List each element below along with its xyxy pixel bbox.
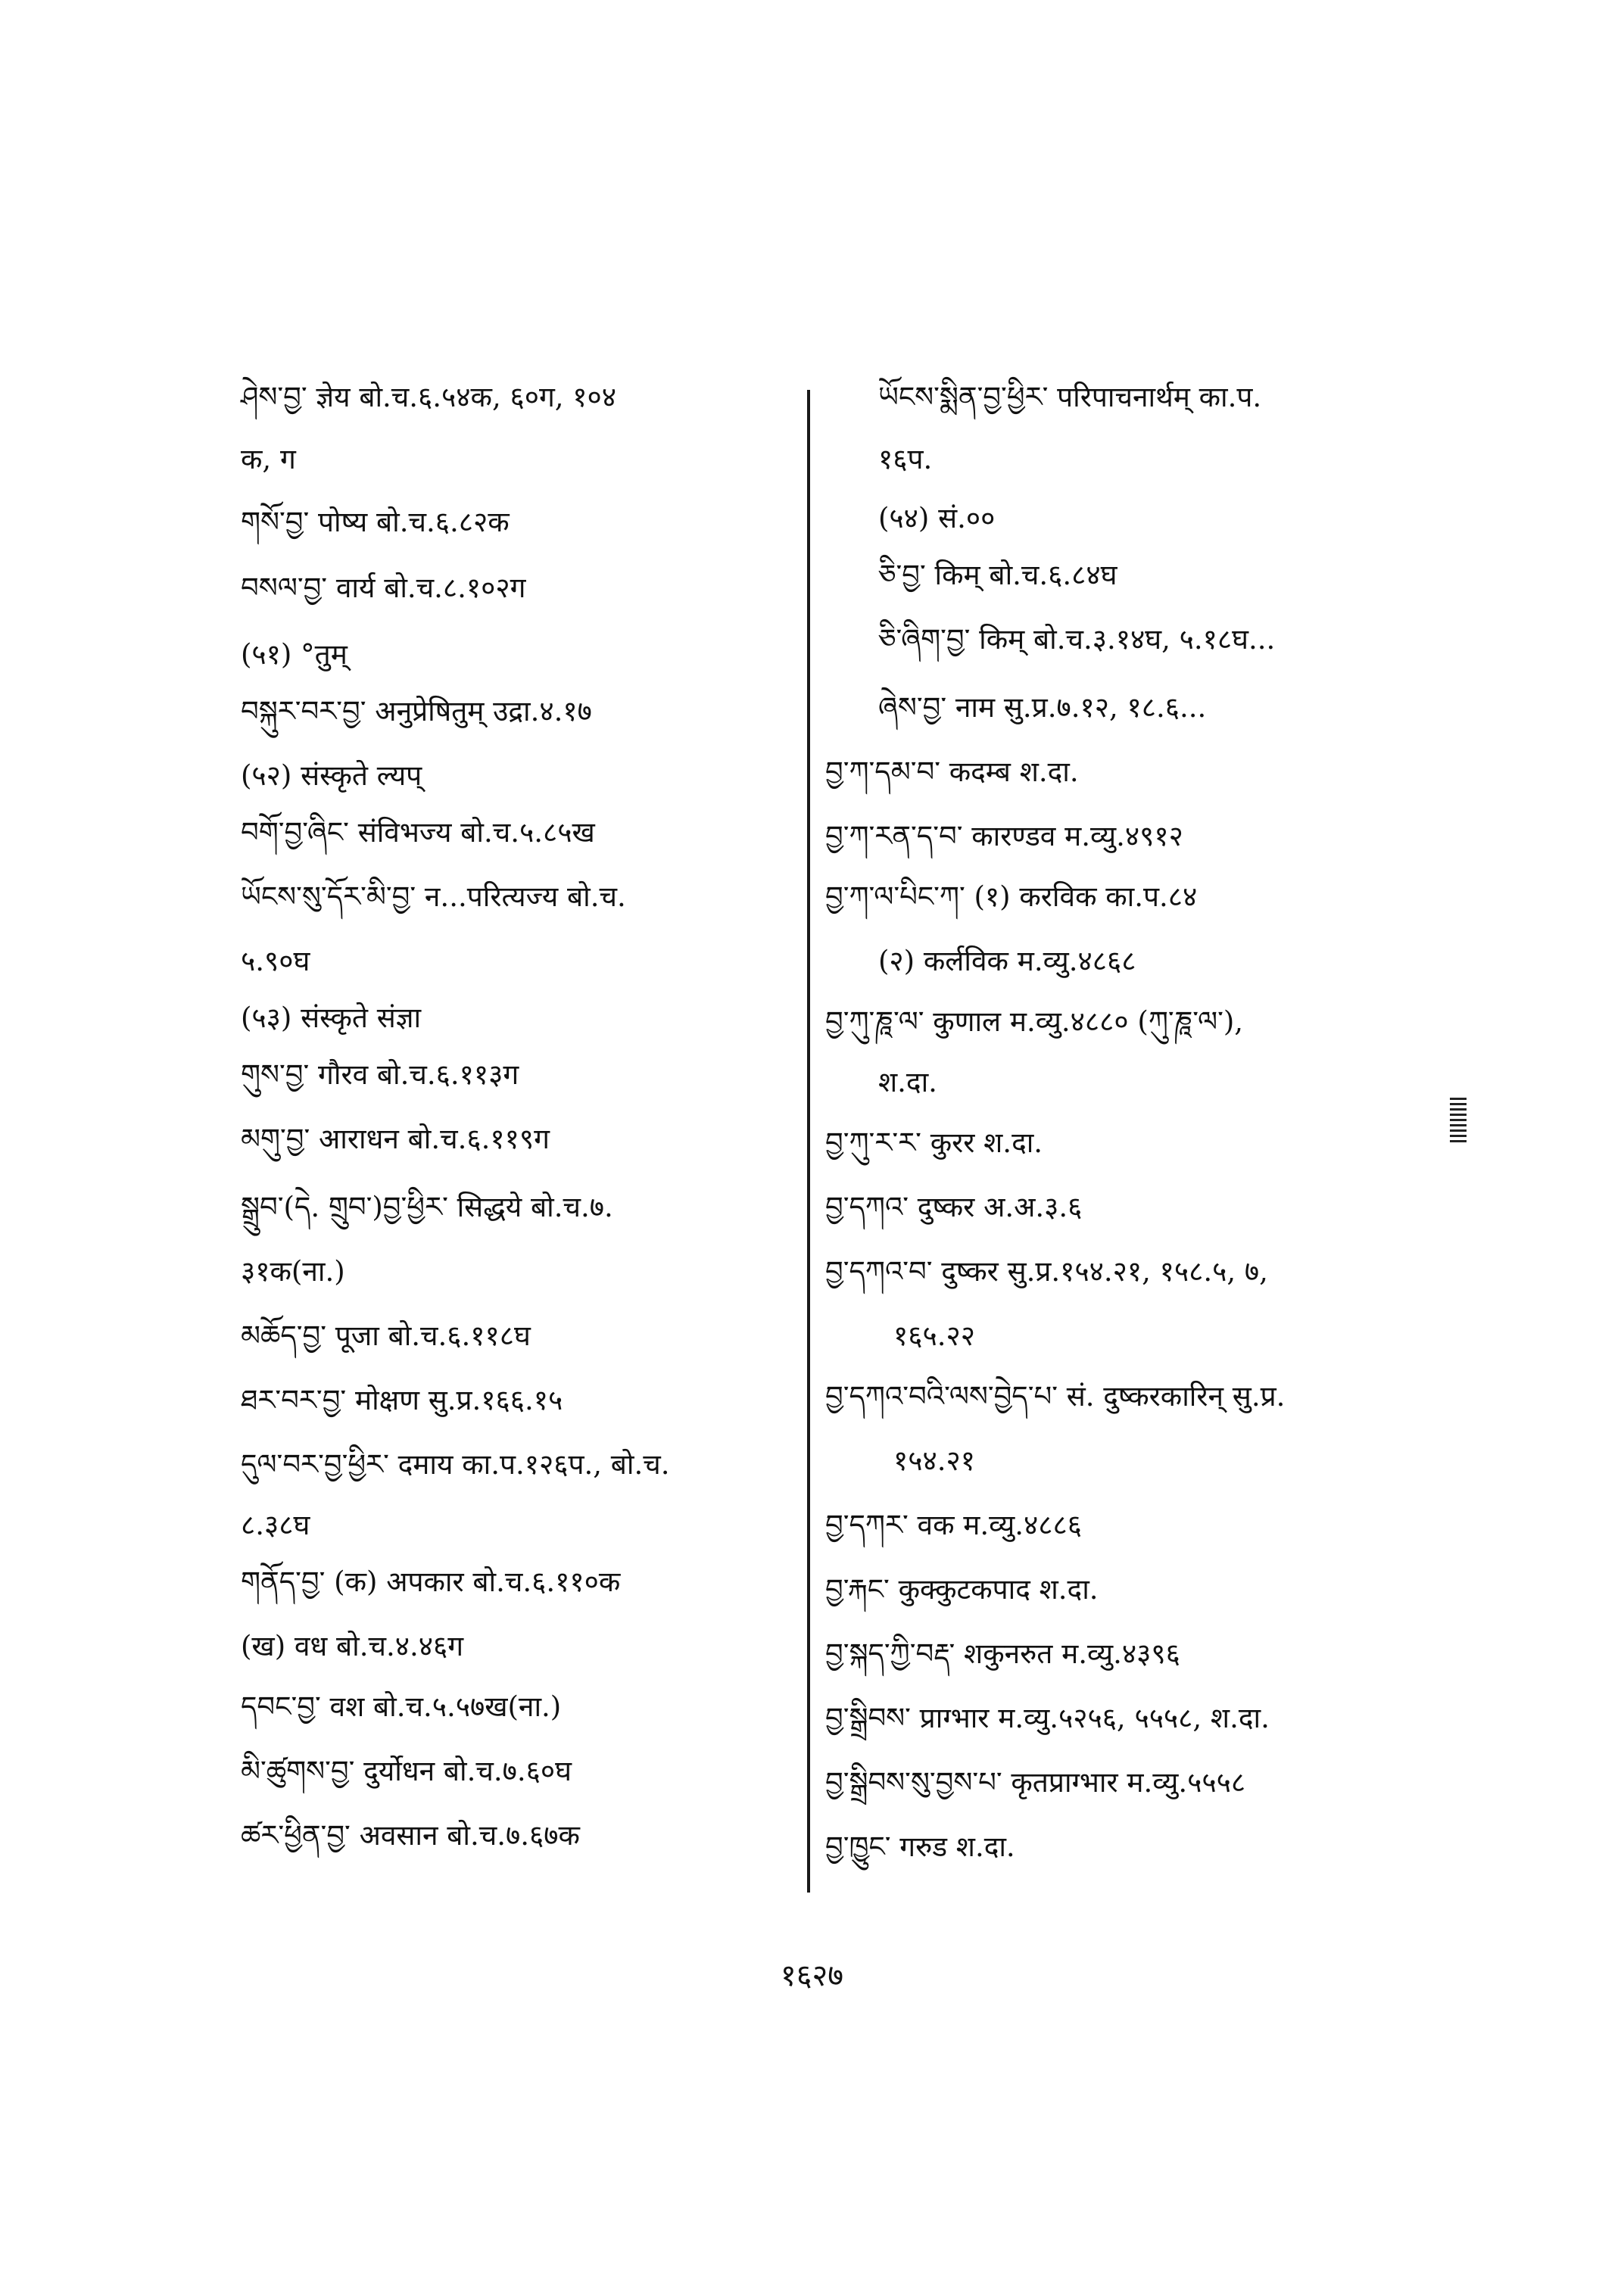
entry-line: བྱ་སྒྲིབས་ प्राग्भार म.व्यु.५२५६, ५५५८, श.दा. (825, 1702, 1270, 1734)
entry-line: ८.३८घ (241, 1509, 310, 1541)
entry-line: १६प. (878, 443, 933, 475)
entry-line: ཡོངས་སུ་དོར་མི་བྱ་ न...परित्यज्य बो.च. (241, 880, 626, 913)
entry-line: श.दा. (878, 1066, 937, 1098)
entry-line: བྱ་རྐང་ कुक्कुटकपाद श.दा. (825, 1573, 1099, 1606)
entry-line: དུལ་བར་བྱ་ཕྱིར་ दमाय का.प.१२६प., बो.च. (241, 1448, 670, 1481)
section-heading: (५४) सं.०० (878, 502, 996, 534)
entry-line: ཚར་ཕྱིན་བྱ་ अवसान बो.च.७.६७क (241, 1819, 580, 1852)
entry-line: དབང་བྱ་ वश बो.च.५.५७ख(ना.) (241, 1690, 562, 1723)
entry-line: བྱ་སྐད་ཀྱི་བརྡ་ शकुनरुत म.व्यु.४३९६ (825, 1637, 1180, 1670)
entry-line: བྱ་དཀའ་བའི་ལས་བྱེད་པ་ सं. दुष्करकारिन् सु.प्र. (825, 1380, 1286, 1413)
entry-line: སྒྲུབ་(དེ. གྲུབ་)བྱ་ཕྱིར་ सिद्धये बो.च.७. (241, 1191, 613, 1223)
page-number: १६२७ (780, 1958, 844, 1993)
entry-line: མཆོད་བྱ་ पूजा बो.च.६.११८घ (241, 1319, 531, 1352)
entry-line: བྱ་ཀ་རན་ད་བ་ कारण्डव म.व्यु.४९१२ (825, 820, 1183, 852)
entry-line: ५.९०घ (241, 945, 310, 977)
entry-line: བགོ་བྱ་ཞིང་ संविभज्य बो.च.५.८५ख (241, 816, 595, 849)
entry-line: བྱ་དཀར་ वक म.व्यु.४८८६ (825, 1509, 1083, 1541)
entry-line: ཅི་བྱ་ किम् बो.च.६.८४घ (878, 559, 1117, 591)
margin-mark (1450, 1098, 1467, 1145)
entry-line: १६५.२२ (893, 1319, 975, 1352)
entry-line: བྱ་ཀ་ལ་པིང་ཀ་ (१) करविक का.प.८४ (825, 880, 1198, 913)
entry-line: བསྐུར་བར་བྱ་ अनुप्रेषितुम् उद्रा.४.१७ (241, 695, 592, 727)
entry-line: མི་ཚུགས་བྱ་ दुर्योधन बो.च.७.६०घ (241, 1755, 572, 1787)
section-heading: (५३) संस्कृते संज्ञा (241, 1002, 422, 1034)
entry-line: གསོ་བྱ་ पोष्य बो.च.६.८२क (241, 506, 510, 538)
entry-line: བྱ་དཀའ་ दुष्कर अ.अ.३.६ (825, 1191, 1083, 1223)
entry-line: १५४.२१ (893, 1444, 975, 1477)
entry-line: གུས་བྱ་ गौरव बो.च.६.११३ग (241, 1058, 519, 1091)
entry-line: (२) कर्लविक म.व्यु.४८६८ (878, 945, 1136, 977)
entry-line: ३१क(ना.) (241, 1255, 345, 1288)
section-heading: (५१) °तुम् (241, 638, 348, 671)
entry-line: བྱ་ཀུ་ར་ར་ कुरर श.दा. (825, 1126, 1043, 1159)
entry-line: ཅི་ཞིག་བྱ་ किम् बो.च.३.१४घ, ५.१८घ... (878, 623, 1276, 656)
entry-line: ཤེས་བྱ་ ज्ञेय बो.च.६.५४क, ६०ग, १०४ (241, 381, 617, 413)
entry-line: མགུ་བྱ་ आराधन बो.च.६.११९ग (241, 1123, 550, 1155)
entry-line: ཞེས་བྱ་ नाम सु.प्र.७.१२, १८.६... (878, 691, 1207, 724)
column-divider (807, 390, 810, 1893)
entry-line: བྱ་ཀ་དམ་བ་ कदम्ब श.दा. (825, 756, 1079, 788)
entry-line: བྱ་དཀའ་བ་ दुष्कर सु.प्र.१५४.२१, १५८.५, ७, (825, 1255, 1268, 1288)
entry-line: (ख) वध बो.च.४.४६ग (241, 1630, 464, 1662)
entry-line: ཐར་བར་བྱ་ मोक्षण सु.प्र.१६६.१५ (241, 1384, 563, 1416)
entry-line: བྱ་ཁྱུང་ गरुड श.दा. (825, 1830, 1015, 1863)
entry-line: བྱ་ཀུ་ཎཱ་ལ་ कुणाल म.व्यु.४८८० (ཀུ་ཎཱ་ལ་), (825, 1005, 1244, 1038)
entry-line: ཡོངས་སྨིན་བྱ་ཕྱིར་ परिपाचनार्थम् का.प. (878, 381, 1262, 413)
section-heading: (५२) संस्कृते ल्यप् (241, 759, 422, 792)
entry-line: གནོད་བྱ་ (क) अपकार बो.च.६.११०क (241, 1566, 621, 1598)
entry-line: བསལ་བྱ་ वार्य बो.च.८.१०२ग (241, 572, 526, 604)
entry-line: བྱ་སྒྲིབས་སུ་བྱས་པ་ कृतप्राग्भार म.व्यु.५५५८ (825, 1766, 1246, 1799)
entry-line: क, ग (241, 443, 296, 475)
